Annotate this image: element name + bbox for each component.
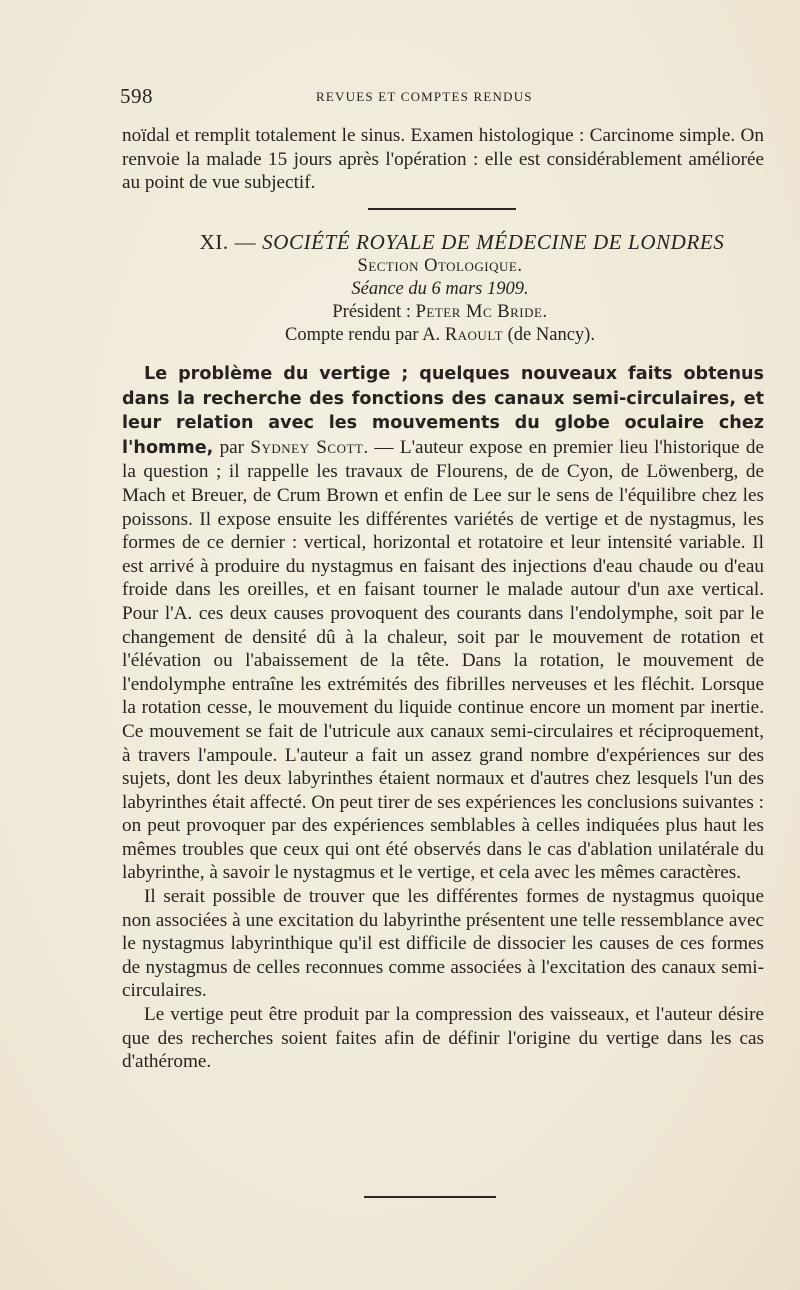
running-title: REVUES ET COMPTES RENDUS — [316, 89, 533, 104]
section-number: XI. — — [199, 230, 257, 254]
page-header — [120, 84, 690, 110]
page-number: 598 — [120, 84, 153, 108]
section-divider — [368, 208, 516, 210]
section-name: SOCIÉTÉ ROYALE DE MÉDECINE DE LONDRES — [262, 230, 725, 254]
abstract-paragraph-1 — [122, 362, 764, 885]
president-name: Peter Mc Bride. — [415, 302, 548, 322]
section-title — [144, 229, 780, 255]
end-divider — [364, 1196, 496, 1198]
abstract-body: . — L'auteur expose en premier lieu l'historique de la question ; il rappelle les travaux de Flourens, de de Cyon, de Löwenberg, de Mach et Breuer, de Crum Brown et enfin de Lee sur le sens de l'équilibre chez les poissons. Il expose ensuite les différentes variétés de vertige et de nystagmus, les formes de ce dernier : vertical, horizontal et rotatoire et leur intensité variable. Il est arrivé à produire du nystagmus en faisant des injections d'eau chaude ou d'eau froide dans les oreilles, et en faisant tourner le malade autour d'un axe vertical. Pour l'A. ces deux causes provoquent des courants dans l'endolymphe, soit par le changement de densité dû à la chaleur, soit par le mouvement de rotation et l'élévation ou l'abaissement de la tête. Dans la rotation, le mouvement de l'endolymphe entraîne les extrémités des fibrilles nerveuses et les fléchit. Lorsque la rotation cesse, le mouvement du liquide continue encore un moment par inertie. Ce mouvement se fait de l'utricule aux canaux semi-circulaires et réciproquement, à travers l'ampoule. L'auteur a fait un assez grand nombre d'expériences sur des sujets, dont les deux labyrinthes étaient normaux et d'autres chez lesquels l'un des labyrinthes était affecté. On peut tirer de ses expériences les conclusions suivantes : on peut provoquer par des expériences semblables à celles indiquées plus haut les mêmes troubles que ceux qui ont été observés dans le cas d'ablation unilatérale du labyrinthe, à savoir le nystagmus et le vertige, et cela avec les mêmes caractères. — [122, 436, 764, 884]
report-place: (de Nancy). — [503, 325, 595, 345]
section-heading — [100, 229, 780, 347]
president-line — [100, 301, 780, 324]
subsection-title: Section Otologique. — [357, 256, 523, 276]
abstract-paragraph-3: Le vertige peut être produit par la compression des vaisseaux, et l'auteur désire que des recherches soient faites afin de définir l'origine du vertige dans les cas d'athérome. — [122, 1004, 764, 1073]
abstract-lead-title: Le problème du vertige ; quelques nouveaux faits obtenus dans la recherche des fonctions des canaux semi-circulaires, et leur relation avec les mouvements du globe oculaire chez l'homme, — [122, 364, 764, 458]
abstract-author: Sydney Scott — [250, 436, 364, 458]
report-label: Compte rendu par A. — [285, 325, 445, 345]
president-label: Président : — [332, 302, 416, 322]
report-author: Raoult — [444, 325, 504, 345]
session-date: Séance du 6 mars 1909. — [351, 279, 529, 299]
abstract-by: par — [213, 436, 251, 458]
abstract-paragraph-2: Il serait possible de trouver que les différentes formes de nystagmus quoique non associées à une excitation du labyrinthe présentent une telle ressemblance avec le nystagmus labyrinthique qu'il est difficile de dissocier les causes de ces formes de nystagmus de celles reconnues comme associées à l'excitation des canaux semi-circulaires. — [122, 886, 764, 1002]
intro-paragraph-block — [122, 124, 764, 195]
intro-paragraph: noïdal et remplit totalement le sinus. Examen histologique : Carcinome simple. On renvoie la malade 15 jours après l'opération : elle est considérablement améliorée au point de vue subjectif. — [122, 125, 764, 194]
report-line — [100, 324, 780, 347]
abstract-block — [122, 362, 764, 1074]
